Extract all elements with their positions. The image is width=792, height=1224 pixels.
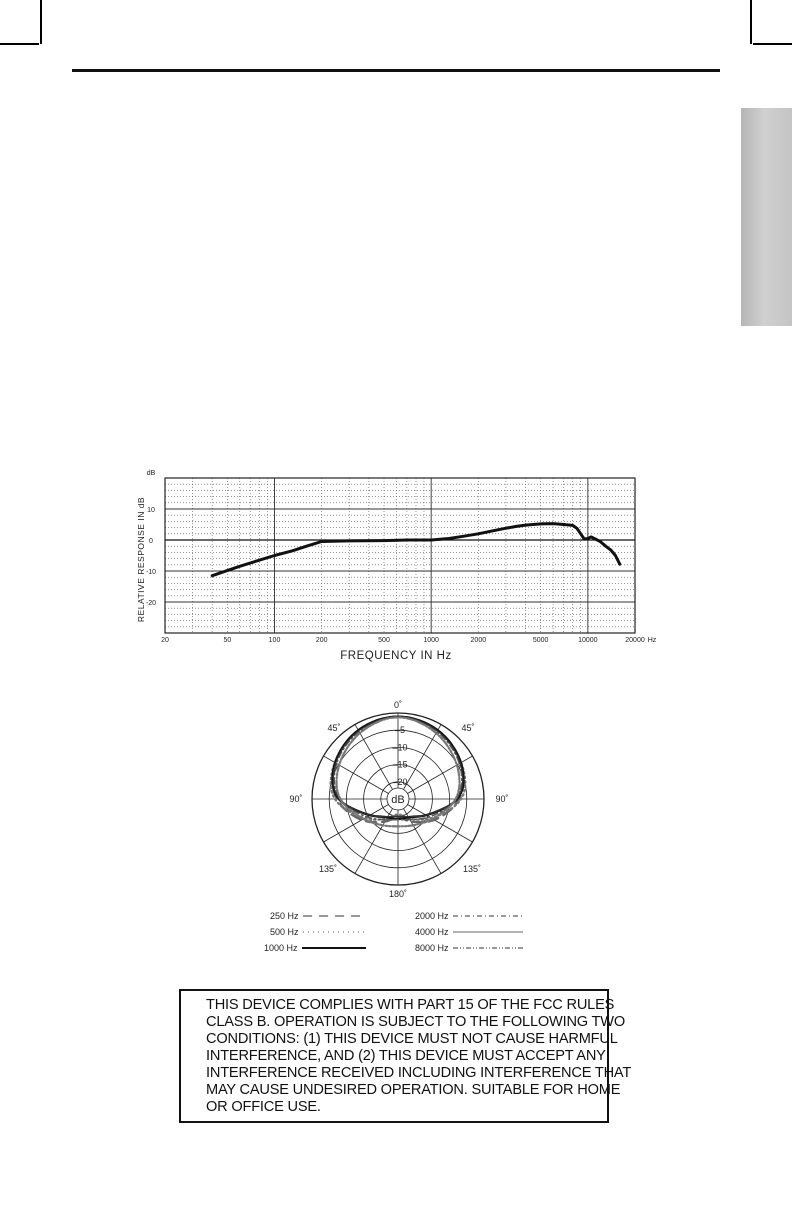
legend-item-4000hz	[415, 926, 523, 938]
x-tick-label: 100	[268, 637, 281, 644]
x-tick-label: 200	[315, 637, 328, 644]
angle-label: 180˚	[388, 889, 408, 899]
legend-label: 250 Hz	[270, 911, 299, 921]
legend-swatch-solid-thin	[453, 929, 523, 935]
legend-swatch-dash-dot-dot	[453, 945, 523, 951]
y-tick-label: 0	[149, 538, 153, 545]
legend-item-250hz	[270, 910, 367, 922]
legend-swatch-dotted	[303, 929, 367, 935]
ring-label: –20	[392, 776, 408, 787]
y-tick-label: -10	[145, 569, 157, 576]
legend-item-2000hz	[415, 910, 523, 922]
x-tick-label: 10000	[578, 637, 598, 644]
x-unit-label: Hz	[647, 637, 657, 644]
legend-label: 500 Hz	[270, 927, 299, 937]
angle-label: 90˚	[495, 794, 509, 804]
x-tick-label: 1000	[423, 637, 439, 644]
angle-label: 135˚	[462, 864, 482, 874]
angle-label: 135˚	[318, 864, 338, 874]
x-tick-label: 500	[378, 637, 390, 644]
polar-pattern-chart	[255, 688, 545, 910]
legend-label: 2000 Hz	[415, 911, 449, 921]
legend-item-500hz	[270, 926, 367, 938]
fcc-line: CLASS B. OPERATION IS SUBJECT TO THE FOLLOWING TWO	[206, 1014, 625, 1030]
x-tick-label: 2000	[470, 637, 487, 644]
y-tick-label: 10	[147, 507, 155, 514]
angle-label: 45˚	[327, 723, 341, 733]
y-axis-title: RELATIVE RESPONSE IN dB	[136, 496, 146, 623]
fcc-line: INTERFERENCE RECEIVED INCLUDING INTERFERENCE THAT	[206, 1065, 632, 1081]
crop-mark-vertical	[40, 0, 42, 44]
fcc-line: MAY CAUSE UNDESIRED OPERATION. SUITABLE FOR HOME	[206, 1082, 621, 1098]
section-tab	[741, 108, 792, 326]
x-tick-label: 20	[161, 637, 169, 644]
angle-label: 45˚	[461, 723, 475, 733]
crop-mark-vertical-right	[750, 0, 752, 44]
y-tick-label: -20	[145, 600, 157, 607]
plot-frame	[165, 478, 635, 633]
legend-label: 8000 Hz	[415, 943, 449, 953]
legend-swatch-solid-thick	[302, 945, 366, 951]
response-curve	[212, 524, 620, 576]
x-axis-title: FREQUENCY IN Hz	[340, 650, 452, 662]
ring-label: –5	[394, 725, 406, 736]
frequency-response-chart	[130, 466, 665, 670]
ring-label: –10	[392, 742, 408, 753]
fcc-line: THIS DEVICE COMPLIES WITH PART 15 OF THE FCC RULES	[206, 997, 615, 1013]
legend-item-8000hz	[415, 942, 523, 954]
x-tick-label: 5000	[532, 637, 549, 644]
x-tick-label: 20000	[625, 637, 645, 644]
fcc-compliance-notice	[179, 989, 632, 1123]
header-rule	[72, 69, 720, 72]
legend-swatch-long-dash	[303, 913, 367, 919]
crop-mark-horizontal-right	[753, 43, 792, 45]
center-label: dB	[391, 794, 405, 806]
fcc-line: CONDITIONS: (1) THIS DEVICE MUST NOT CAUSE HARMFUL	[206, 1031, 618, 1047]
fcc-line: OR OFFICE USE.	[206, 1099, 321, 1115]
angle-label: 0˚	[393, 700, 403, 710]
x-tick-label: 50	[223, 637, 232, 644]
legend-label: 1000 Hz	[264, 943, 298, 953]
ring-label: –15	[392, 759, 408, 770]
fcc-line: INTERFERENCE, AND (2) THIS DEVICE MUST ACCEPT ANY	[206, 1048, 606, 1064]
legend-label: 4000 Hz	[415, 927, 449, 937]
legend-swatch-dash-dot	[453, 913, 523, 919]
crop-mark-horizontal	[0, 43, 39, 45]
angle-label: 90˚	[289, 794, 303, 804]
legend-item-1000hz	[264, 942, 366, 954]
y-unit-label: dB	[146, 470, 156, 477]
